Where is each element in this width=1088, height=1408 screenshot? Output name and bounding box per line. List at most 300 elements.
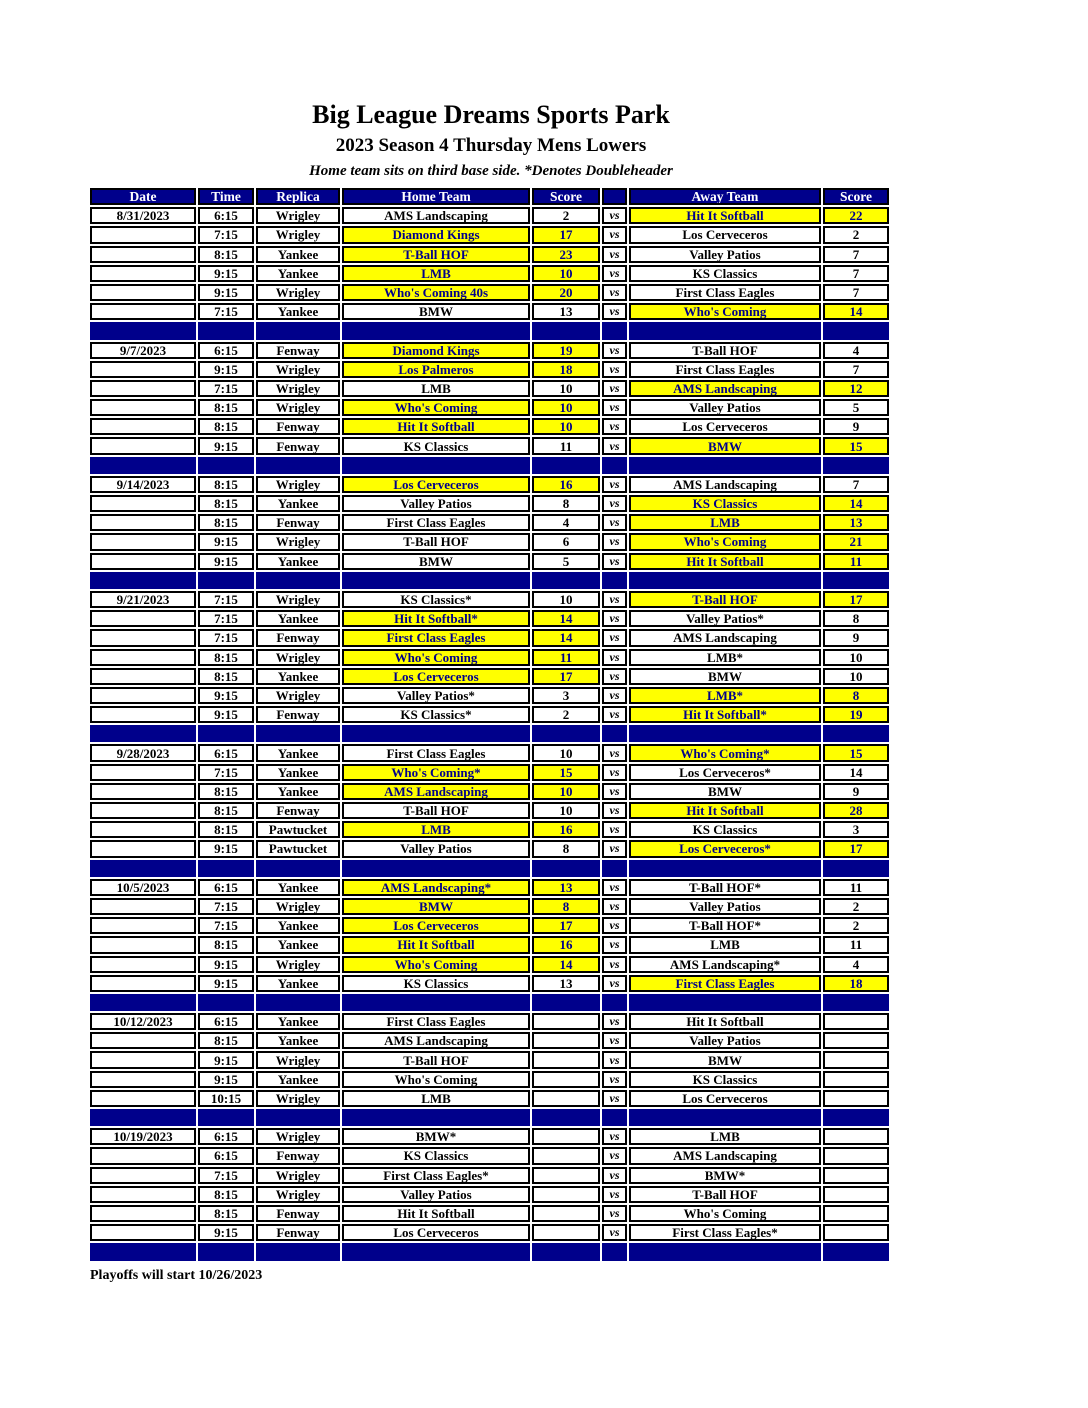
game-row bbox=[90, 303, 889, 320]
separator-cell bbox=[90, 572, 196, 589]
away-team-cell: BMW bbox=[629, 783, 821, 800]
replica-cell: Wrigley bbox=[256, 533, 340, 550]
away-score-cell: 18 bbox=[823, 975, 889, 992]
home-team-cell: KS Classics bbox=[342, 1147, 530, 1164]
away-team-cell: First Class Eagles* bbox=[629, 1224, 821, 1241]
vs-label: vs bbox=[602, 1167, 627, 1184]
time-cell: 6:15 bbox=[198, 1128, 254, 1145]
separator-cell bbox=[342, 725, 530, 742]
time-cell: 8:15 bbox=[198, 1205, 254, 1222]
game-row bbox=[90, 1013, 889, 1030]
home-score-cell: 19 bbox=[532, 342, 600, 359]
away-team-cell: Valley Patios bbox=[629, 1032, 821, 1049]
separator-cell bbox=[629, 322, 821, 339]
home-team-cell: Valley Patios bbox=[342, 840, 530, 857]
away-score-cell: 10 bbox=[823, 649, 889, 666]
replica-cell: Yankee bbox=[256, 764, 340, 781]
replica-cell: Yankee bbox=[256, 303, 340, 320]
vs-label: vs bbox=[602, 533, 627, 550]
away-team-cell: Hit It Softball bbox=[629, 802, 821, 819]
home-team-cell: T-Ball HOF bbox=[342, 802, 530, 819]
separator-cell bbox=[629, 860, 821, 877]
time-cell: 9:15 bbox=[198, 1071, 254, 1088]
away-score-cell: 28 bbox=[823, 802, 889, 819]
game-row bbox=[90, 956, 889, 973]
time-cell: 6:15 bbox=[198, 1013, 254, 1030]
game-row bbox=[90, 246, 889, 263]
home-team-cell: Who's Coming bbox=[342, 399, 530, 416]
header-row bbox=[90, 188, 889, 205]
date-cell bbox=[90, 418, 196, 435]
separator-row bbox=[90, 860, 889, 877]
home-team-cell: T-Ball HOF bbox=[342, 246, 530, 263]
home-score-cell: 3 bbox=[532, 687, 600, 704]
date-cell bbox=[90, 1147, 196, 1164]
date-cell bbox=[90, 1224, 196, 1241]
away-score-cell: 2 bbox=[823, 898, 889, 915]
home-team-cell: Diamond Kings bbox=[342, 226, 530, 243]
separator-cell bbox=[90, 1243, 196, 1260]
home-score-cell: 10 bbox=[532, 418, 600, 435]
time-cell: 9:15 bbox=[198, 361, 254, 378]
away-team-cell: Los Cerveceros bbox=[629, 1090, 821, 1107]
away-score-cell: 4 bbox=[823, 956, 889, 973]
replica-cell: Yankee bbox=[256, 610, 340, 627]
away-team-cell: KS Classics bbox=[629, 495, 821, 512]
game-row bbox=[90, 265, 889, 282]
home-team-cell: LMB bbox=[342, 1090, 530, 1107]
date-cell: 10/19/2023 bbox=[90, 1128, 196, 1145]
home-team-cell: Who's Coming bbox=[342, 1071, 530, 1088]
replica-cell: Wrigley bbox=[256, 1090, 340, 1107]
away-team-cell: Who's Coming bbox=[629, 533, 821, 550]
away-score-cell bbox=[823, 1032, 889, 1049]
time-cell: 8:15 bbox=[198, 1186, 254, 1203]
game-row bbox=[90, 610, 889, 627]
time-cell: 9:15 bbox=[198, 1224, 254, 1241]
vs-label: vs bbox=[602, 649, 627, 666]
away-team-cell: Valley Patios bbox=[629, 399, 821, 416]
schedule-table-head bbox=[90, 188, 889, 205]
time-cell: 8:15 bbox=[198, 668, 254, 685]
game-row bbox=[90, 399, 889, 416]
away-team-cell: T-Ball HOF bbox=[629, 342, 821, 359]
away-team-cell: First Class Eagles bbox=[629, 284, 821, 301]
away-team-cell: Who's Coming bbox=[629, 1205, 821, 1222]
away-score-cell: 2 bbox=[823, 917, 889, 934]
vs-label: vs bbox=[602, 1013, 627, 1030]
game-row bbox=[90, 1147, 889, 1164]
vs-label: vs bbox=[602, 898, 627, 915]
away-score-cell bbox=[823, 1071, 889, 1088]
separator-cell bbox=[602, 994, 627, 1011]
vs-label: vs bbox=[602, 284, 627, 301]
away-score-cell: 11 bbox=[823, 936, 889, 953]
away-score-cell bbox=[823, 1013, 889, 1030]
separator-cell bbox=[532, 860, 600, 877]
replica-cell: Wrigley bbox=[256, 649, 340, 666]
separator-cell bbox=[342, 322, 530, 339]
separator-cell bbox=[198, 1109, 254, 1126]
time-cell: 7:15 bbox=[198, 764, 254, 781]
game-row bbox=[90, 879, 889, 896]
home-team-cell: Who's Coming 40s bbox=[342, 284, 530, 301]
home-team-cell: BMW bbox=[342, 553, 530, 570]
replica-cell: Yankee bbox=[256, 936, 340, 953]
home-team-cell: AMS Landscaping bbox=[342, 1032, 530, 1049]
replica-cell: Fenway bbox=[256, 342, 340, 359]
vs-label: vs bbox=[602, 1186, 627, 1203]
game-row bbox=[90, 744, 889, 761]
separator-cell bbox=[256, 572, 340, 589]
time-cell: 8:15 bbox=[198, 246, 254, 263]
separator-cell bbox=[532, 572, 600, 589]
replica-cell: Yankee bbox=[256, 783, 340, 800]
separator-cell bbox=[602, 1109, 627, 1126]
vs-label: vs bbox=[602, 437, 627, 454]
separator-cell bbox=[198, 1243, 254, 1260]
game-row bbox=[90, 1051, 889, 1068]
time-cell: 6:15 bbox=[198, 879, 254, 896]
separator-cell bbox=[629, 1243, 821, 1260]
game-row bbox=[90, 629, 889, 646]
home-team-cell: Los Cerveceros bbox=[342, 476, 530, 493]
home-team-cell: LMB bbox=[342, 821, 530, 838]
home-score-cell: 20 bbox=[532, 284, 600, 301]
vs-label: vs bbox=[602, 591, 627, 608]
vs-label: vs bbox=[602, 476, 627, 493]
home-team-cell: Los Cerveceros bbox=[342, 668, 530, 685]
home-score-cell: 2 bbox=[532, 706, 600, 723]
home-score-cell: 17 bbox=[532, 917, 600, 934]
separator-cell bbox=[823, 457, 889, 474]
game-row bbox=[90, 226, 889, 243]
date-cell bbox=[90, 1186, 196, 1203]
game-row bbox=[90, 706, 889, 723]
home-score-cell: 8 bbox=[532, 840, 600, 857]
away-score-cell bbox=[823, 1224, 889, 1241]
date-cell bbox=[90, 706, 196, 723]
home-score-cell: 11 bbox=[532, 437, 600, 454]
away-score-cell: 14 bbox=[823, 303, 889, 320]
away-score-cell: 7 bbox=[823, 246, 889, 263]
away-team-cell: AMS Landscaping bbox=[629, 629, 821, 646]
separator-cell bbox=[256, 457, 340, 474]
replica-cell: Wrigley bbox=[256, 284, 340, 301]
replica-cell: Wrigley bbox=[256, 1051, 340, 1068]
game-row bbox=[90, 936, 889, 953]
home-score-cell bbox=[532, 1147, 600, 1164]
home-team-cell: T-Ball HOF bbox=[342, 1051, 530, 1068]
date-cell: 9/21/2023 bbox=[90, 591, 196, 608]
home-score-cell: 15 bbox=[532, 764, 600, 781]
home-score-cell: 10 bbox=[532, 265, 600, 282]
date-cell bbox=[90, 1071, 196, 1088]
time-cell: 8:15 bbox=[198, 476, 254, 493]
home-team-cell: BMW* bbox=[342, 1128, 530, 1145]
separator-cell bbox=[342, 1243, 530, 1260]
separator-cell bbox=[602, 457, 627, 474]
playoffs-note: Playoffs will start 10/26/2023 bbox=[90, 1267, 263, 1283]
vs-label: vs bbox=[602, 1224, 627, 1241]
vs-label: vs bbox=[602, 1205, 627, 1222]
date-cell: 10/5/2023 bbox=[90, 879, 196, 896]
game-row bbox=[90, 437, 889, 454]
replica-cell: Wrigley bbox=[256, 898, 340, 915]
home-score-cell: 16 bbox=[532, 821, 600, 838]
home-score-cell: 10 bbox=[532, 380, 600, 397]
date-cell bbox=[90, 668, 196, 685]
replica-cell: Yankee bbox=[256, 879, 340, 896]
away-team-cell: Hit It Softball bbox=[629, 207, 821, 224]
home-team-cell: Hit It Softball bbox=[342, 936, 530, 953]
separator-cell bbox=[342, 572, 530, 589]
replica-cell: Fenway bbox=[256, 1147, 340, 1164]
home-team-cell: First Class Eagles bbox=[342, 1013, 530, 1030]
home-score-cell bbox=[532, 1224, 600, 1241]
game-row bbox=[90, 1167, 889, 1184]
home-score-cell: 10 bbox=[532, 802, 600, 819]
replica-cell: Wrigley bbox=[256, 226, 340, 243]
separator-cell bbox=[90, 322, 196, 339]
column-header-away-team: Away Team bbox=[629, 188, 821, 205]
away-score-cell: 21 bbox=[823, 533, 889, 550]
away-team-cell: BMW bbox=[629, 1051, 821, 1068]
separator-cell bbox=[823, 860, 889, 877]
home-team-cell: Who's Coming* bbox=[342, 764, 530, 781]
replica-cell: Fenway bbox=[256, 802, 340, 819]
away-team-cell: AMS Landscaping bbox=[629, 476, 821, 493]
game-row bbox=[90, 380, 889, 397]
separator-cell bbox=[198, 725, 254, 742]
away-team-cell: Who's Coming* bbox=[629, 744, 821, 761]
game-row bbox=[90, 1205, 889, 1222]
away-score-cell: 17 bbox=[823, 840, 889, 857]
home-team-cell: T-Ball HOF bbox=[342, 533, 530, 550]
time-cell: 9:15 bbox=[198, 284, 254, 301]
date-cell bbox=[90, 226, 196, 243]
separator-cell bbox=[90, 725, 196, 742]
date-cell: 8/31/2023 bbox=[90, 207, 196, 224]
home-team-cell: Valley Patios* bbox=[342, 687, 530, 704]
time-cell: 8:15 bbox=[198, 821, 254, 838]
home-score-cell: 11 bbox=[532, 649, 600, 666]
separator-row bbox=[90, 1243, 889, 1260]
home-score-cell: 6 bbox=[532, 533, 600, 550]
away-score-cell: 7 bbox=[823, 265, 889, 282]
date-cell bbox=[90, 687, 196, 704]
game-row bbox=[90, 1032, 889, 1049]
game-row bbox=[90, 342, 889, 359]
home-score-cell: 14 bbox=[532, 956, 600, 973]
date-cell bbox=[90, 975, 196, 992]
date-cell bbox=[90, 802, 196, 819]
home-team-cell: First Class Eagles bbox=[342, 629, 530, 646]
replica-cell: Wrigley bbox=[256, 1167, 340, 1184]
separator-row bbox=[90, 572, 889, 589]
date-cell bbox=[90, 898, 196, 915]
away-team-cell: Hit It Softball* bbox=[629, 706, 821, 723]
separator-cell bbox=[342, 994, 530, 1011]
game-row bbox=[90, 649, 889, 666]
away-team-cell: T-Ball HOF* bbox=[629, 879, 821, 896]
separator-cell bbox=[256, 1243, 340, 1260]
home-team-cell: First Class Eagles bbox=[342, 514, 530, 531]
home-team-cell: Diamond Kings bbox=[342, 342, 530, 359]
column-header-replica: Replica bbox=[256, 188, 340, 205]
vs-label: vs bbox=[602, 956, 627, 973]
date-cell bbox=[90, 1090, 196, 1107]
home-team-cell: Who's Coming bbox=[342, 956, 530, 973]
separator-cell bbox=[532, 457, 600, 474]
date-cell bbox=[90, 514, 196, 531]
vs-label: vs bbox=[602, 553, 627, 570]
replica-cell: Yankee bbox=[256, 246, 340, 263]
vs-label: vs bbox=[602, 764, 627, 781]
home-team-cell: Los Cerveceros bbox=[342, 917, 530, 934]
home-team-cell: Valley Patios bbox=[342, 495, 530, 512]
separator-cell bbox=[629, 994, 821, 1011]
home-team-cell: Hit It Softball bbox=[342, 418, 530, 435]
game-row bbox=[90, 917, 889, 934]
vs-label: vs bbox=[602, 342, 627, 359]
time-cell: 7:15 bbox=[198, 303, 254, 320]
time-cell: 7:15 bbox=[198, 1167, 254, 1184]
date-cell bbox=[90, 936, 196, 953]
away-team-cell: Hit It Softball bbox=[629, 1013, 821, 1030]
away-team-cell: BMW bbox=[629, 668, 821, 685]
home-score-cell: 13 bbox=[532, 975, 600, 992]
vs-label: vs bbox=[602, 303, 627, 320]
home-score-cell: 10 bbox=[532, 399, 600, 416]
home-score-cell: 10 bbox=[532, 744, 600, 761]
separator-cell bbox=[90, 1109, 196, 1126]
vs-label: vs bbox=[602, 629, 627, 646]
vs-label: vs bbox=[602, 668, 627, 685]
separator-row bbox=[90, 1109, 889, 1126]
separator-cell bbox=[342, 1109, 530, 1126]
away-team-cell: Valley Patios bbox=[629, 246, 821, 263]
away-score-cell: 19 bbox=[823, 706, 889, 723]
home-team-cell: Hit It Softball* bbox=[342, 610, 530, 627]
away-team-cell: Los Cerveceros bbox=[629, 226, 821, 243]
replica-cell: Fenway bbox=[256, 1205, 340, 1222]
away-team-cell: Who's Coming bbox=[629, 303, 821, 320]
home-team-cell: First Class Eagles* bbox=[342, 1167, 530, 1184]
game-row bbox=[90, 418, 889, 435]
home-team-cell: KS Classics bbox=[342, 975, 530, 992]
time-cell: 7:15 bbox=[198, 380, 254, 397]
home-team-cell: AMS Landscaping bbox=[342, 207, 530, 224]
column-header-home-score: Score bbox=[532, 188, 600, 205]
away-team-cell: First Class Eagles bbox=[629, 361, 821, 378]
away-team-cell: Valley Patios* bbox=[629, 610, 821, 627]
away-score-cell: 11 bbox=[823, 879, 889, 896]
away-score-cell: 14 bbox=[823, 764, 889, 781]
separator-cell bbox=[256, 860, 340, 877]
vs-label: vs bbox=[602, 399, 627, 416]
schedule-table-body bbox=[90, 207, 889, 1260]
vs-label: vs bbox=[602, 917, 627, 934]
separator-cell bbox=[90, 994, 196, 1011]
separator-cell bbox=[342, 457, 530, 474]
separator-cell bbox=[342, 860, 530, 877]
game-row bbox=[90, 975, 889, 992]
home-team-cell: BMW bbox=[342, 898, 530, 915]
column-header-vs bbox=[602, 188, 627, 205]
home-score-cell bbox=[532, 1071, 600, 1088]
away-score-cell: 15 bbox=[823, 437, 889, 454]
date-cell bbox=[90, 629, 196, 646]
column-header-time: Time bbox=[198, 188, 254, 205]
time-cell: 6:15 bbox=[198, 1147, 254, 1164]
time-cell: 8:15 bbox=[198, 514, 254, 531]
page-title: Big League Dreams Sports Park bbox=[312, 100, 670, 129]
away-team-cell: Los Cerveceros* bbox=[629, 840, 821, 857]
home-score-cell: 10 bbox=[532, 783, 600, 800]
away-team-cell: AMS Landscaping bbox=[629, 380, 821, 397]
page-subtitle: 2023 Season 4 Thursday Mens Lowers bbox=[335, 135, 647, 156]
replica-cell: Yankee bbox=[256, 744, 340, 761]
time-cell: 8:15 bbox=[198, 783, 254, 800]
game-row bbox=[90, 840, 889, 857]
time-cell: 9:15 bbox=[198, 1051, 254, 1068]
date-cell bbox=[90, 1032, 196, 1049]
date-cell: 10/12/2023 bbox=[90, 1013, 196, 1030]
time-cell: 8:15 bbox=[198, 649, 254, 666]
home-score-cell: 17 bbox=[532, 668, 600, 685]
game-row bbox=[90, 821, 889, 838]
separator-cell bbox=[90, 860, 196, 877]
home-score-cell: 14 bbox=[532, 610, 600, 627]
home-score-cell: 14 bbox=[532, 629, 600, 646]
date-cell bbox=[90, 495, 196, 512]
away-score-cell: 7 bbox=[823, 284, 889, 301]
separator-cell bbox=[256, 322, 340, 339]
separator-cell bbox=[198, 860, 254, 877]
vs-label: vs bbox=[602, 265, 627, 282]
replica-cell: Wrigley bbox=[256, 1128, 340, 1145]
separator-cell bbox=[602, 1243, 627, 1260]
away-team-cell: LMB bbox=[629, 1128, 821, 1145]
time-cell: 9:15 bbox=[198, 840, 254, 857]
replica-cell: Wrigley bbox=[256, 591, 340, 608]
vs-label: vs bbox=[602, 495, 627, 512]
away-score-cell: 8 bbox=[823, 687, 889, 704]
away-score-cell bbox=[823, 1147, 889, 1164]
vs-label: vs bbox=[602, 246, 627, 263]
game-row bbox=[90, 764, 889, 781]
vs-label: vs bbox=[602, 706, 627, 723]
time-cell: 9:15 bbox=[198, 533, 254, 550]
game-row bbox=[90, 668, 889, 685]
replica-cell: Fenway bbox=[256, 437, 340, 454]
vs-label: vs bbox=[602, 380, 627, 397]
home-score-cell: 13 bbox=[532, 303, 600, 320]
separator-cell bbox=[198, 572, 254, 589]
replica-cell: Wrigley bbox=[256, 956, 340, 973]
time-cell: 7:15 bbox=[198, 629, 254, 646]
home-score-cell: 18 bbox=[532, 361, 600, 378]
time-cell: 8:15 bbox=[198, 1032, 254, 1049]
away-team-cell: KS Classics bbox=[629, 1071, 821, 1088]
separator-cell bbox=[90, 457, 196, 474]
vs-label: vs bbox=[602, 975, 627, 992]
page-tagline: Home team sits on third base side. *Denotes Doubleheader bbox=[309, 163, 673, 179]
vs-label: vs bbox=[602, 821, 627, 838]
schedule-page bbox=[88, 0, 894, 1283]
separator-cell bbox=[532, 322, 600, 339]
